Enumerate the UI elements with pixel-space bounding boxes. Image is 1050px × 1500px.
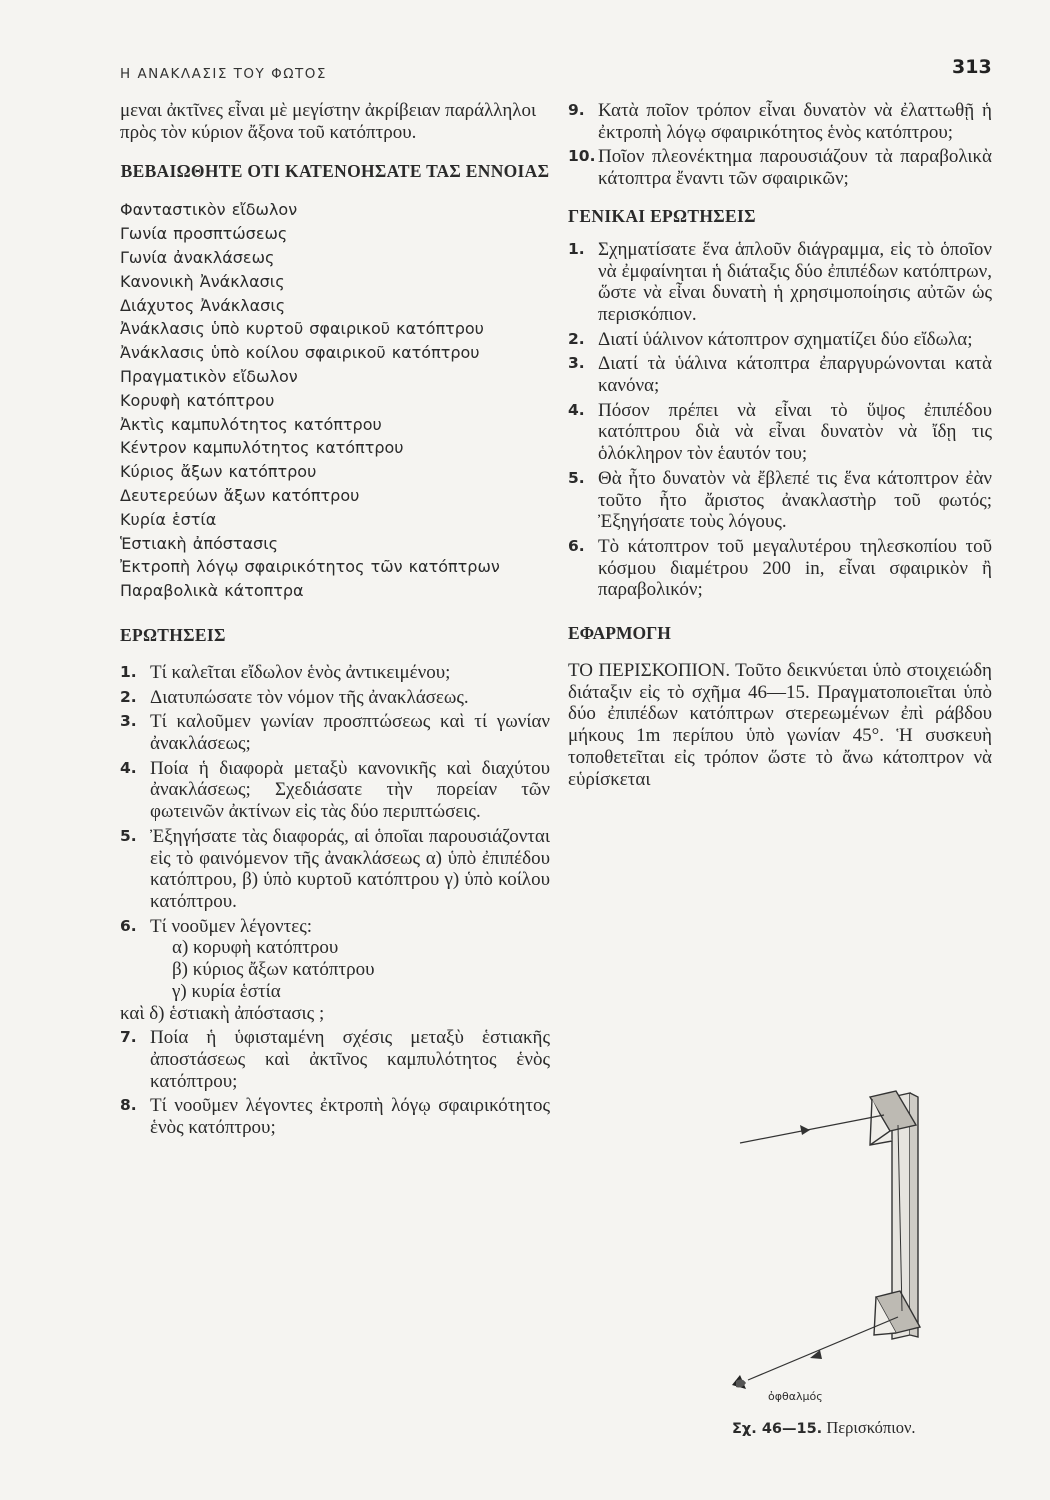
page-number: 313 bbox=[952, 56, 992, 78]
question-number: 3. bbox=[568, 354, 585, 373]
question-number: 1. bbox=[568, 239, 585, 258]
right-column bbox=[568, 100, 992, 790]
question-number: 5. bbox=[568, 468, 585, 487]
question-text: Σχηματίσατε ἕνα ἁπλοῦν διάγραμμα, εἰς τὸ ὁποῖον νὰ ἐμφαίνηται ἡ διάταξις δύο ἐπιπέδων κατόπτρων, ὥστε νὰ εἶναι δυνατὴ ἡ χρησιμοποίησις αὐτῶν ὡς περισκόπιον. bbox=[598, 238, 992, 325]
question-number: 1. bbox=[120, 662, 137, 681]
concept-item: Ἀνάκλασις ὑπὸ κοίλου σφαιρικοῦ κατόπτρου bbox=[120, 343, 480, 363]
periscope-figure bbox=[720, 1085, 950, 1430]
intro-paragraph: μεναι ἀκτῖνες εἶναι μὲ μεγίστην ἀκρίβειαν παράλληλοι πρὸς τὸν κύριον ἄξονα τοῦ κατόπτρου. bbox=[120, 100, 537, 143]
concepts-list bbox=[120, 198, 550, 603]
question-text: Ποία ἡ διαφορὰ μεταξὺ κανονικῆς καὶ διαχύτου ἀνακλάσεως; Σχεδιάσατε τὴν πορείαν τῶν φωτεινῶν ἀκτίνων εἰς τὰς δύο περιπτώσεις. bbox=[150, 757, 550, 823]
questions-list-continued bbox=[568, 100, 992, 190]
question-item bbox=[120, 662, 550, 684]
concept-item: Δευτερεύων ἄξων κατόπτρου bbox=[120, 485, 360, 505]
question-item bbox=[568, 329, 992, 351]
concept-item: Παραβολικὰ κάτοπτρα bbox=[120, 581, 304, 601]
question-number: 9. bbox=[568, 101, 585, 119]
general-questions-list bbox=[568, 239, 992, 601]
question-text: Τὸ κάτοπτρον τοῦ μεγαλυτέρου τηλεσκοπίου τοῦ κόσμου διαμέτρου 200 in, εἶναι σφαιρικὸν ἢ παραβολικόν; bbox=[598, 535, 992, 601]
questions-list bbox=[120, 662, 550, 1139]
question-text: Διατί τὰ ὑάλινα κάτοπτρα ἐπαργυρώνονται κατὰ κανόνα; bbox=[598, 353, 992, 397]
concept-item: Διάχυτος Ἀνάκλασις bbox=[120, 295, 286, 315]
concept-item: Ἀκτὶς καμπυλότητος κατόπτρου bbox=[120, 414, 382, 434]
question-number: 10. bbox=[568, 147, 596, 166]
left-column bbox=[120, 100, 550, 1142]
concept-item: Γωνία ἀνακλάσεως bbox=[120, 248, 275, 267]
eye-icon bbox=[732, 1375, 746, 1389]
figure-caption bbox=[732, 1418, 916, 1438]
question-text: Διατυπώσατε τὸν νόμον τῆς ἀνακλάσεως. bbox=[150, 686, 469, 708]
question-item bbox=[568, 146, 992, 189]
concept-item: Γωνία προσπτώσεως bbox=[120, 224, 288, 244]
sub-item: β) κύριος ἄξων κατόπτρου bbox=[172, 959, 375, 981]
question-text: Θὰ ἦτο δυνατὸν νὰ ἔβλεπέ τις ἕνα κάτοπτρον ἐὰν τοῦτο ἦτο ἄριστος ἀνακλαστὴρ τοῦ φωτός; Ἐξηγήσατε τοὺς λόγους. bbox=[598, 467, 992, 533]
question-number: 2. bbox=[568, 329, 585, 348]
question-number: 2. bbox=[120, 687, 137, 706]
question-item bbox=[568, 400, 992, 465]
application-heading: ΕΦΑΡΜΟΓΗ bbox=[568, 623, 671, 644]
question-number: 4. bbox=[568, 400, 585, 419]
question-number: 6. bbox=[120, 916, 137, 935]
question-text: Ἐξηγήσατε τὰς διαφοράς, αἱ ὁποῖαι παρουσιάζονται εἰς τὸ φαινόμενον τῆς ἀνακλάσεως α) ὑπὸ ἐπιπέδου κατόπτρου, β) ὑπὸ κυρτοῦ κατόπτρου γ) ὑπὸ κοίλου κατόπτρου. bbox=[150, 825, 550, 912]
question-text: Ποῖον πλεονέκτημα παρουσιάζουν τὰ παραβολικὰ κάτοπτρα ἔναντι τῶν σφαιρικῶν; bbox=[598, 146, 992, 190]
sub-item: α) κορυφὴ κατόπτρου bbox=[172, 937, 339, 959]
question-item bbox=[120, 826, 550, 913]
question-item bbox=[120, 1095, 550, 1138]
question-number: 8. bbox=[120, 1096, 137, 1115]
question-number: 3. bbox=[120, 712, 137, 731]
question-text: Διατί ὑάλινον κάτοπτρον σχηματίζει δύο εἴδωλα; bbox=[598, 328, 973, 350]
question-item bbox=[120, 1027, 550, 1092]
application-paragraph: ΤΟ ΠΕΡΙΣΚΟΠΙΟΝ. Τοῦτο δεικνύεται ὑπὸ στοιχειώδη διάταξιν εἰς τὸ σχῆμα 46—15. Πραγματοποιεῖται ὑπὸ δύο ἐπιπέδων κατόπτρων στερεωμένων ἐπὶ ράβδου μήκους 1m περίπου ὑπὸ γωνίαν 45°. Ἡ συσκευὴ τοποθετεῖται εἰς τρόπον ὥστε τὸ ἄνω κάτοπτρον νὰ εὑρίσκεται bbox=[568, 660, 992, 790]
concept-item: Κορυφὴ κατόπτρου bbox=[120, 390, 275, 410]
figure-caption-text: Περισκόπιον. bbox=[826, 1418, 916, 1437]
concept-item: Κέντρον καμπυλότητος κατόπτρου bbox=[120, 438, 404, 458]
question-item bbox=[120, 916, 550, 1025]
concept-item: Ἑστιακὴ ἀπόστασις bbox=[120, 533, 278, 553]
question-text: Τί καλεῖται εἴδωλον ἑνὸς ἀντικειμένου; bbox=[150, 661, 451, 683]
concept-item: Ἀνάκλασις ὑπὸ κυρτοῦ σφαιρικοῦ κατόπτρου bbox=[120, 319, 484, 339]
question-item bbox=[568, 353, 992, 396]
concept-item: Κανονικὴ Ἀνάκλασις bbox=[120, 271, 285, 291]
question-number: 4. bbox=[120, 758, 137, 777]
sub-item: γ) κυρία ἑστία bbox=[172, 980, 281, 1002]
question-item bbox=[568, 536, 992, 601]
question-item bbox=[120, 758, 550, 823]
question-text: Πόσον πρέπει νὰ εἶναι τὸ ὕψος ἐπιπέδου κατόπτρου διὰ νὰ εἶναι δυνατὸν νὰ ἴδῃ τις ὁλόκληρον τὸν ἑαυτόν του; bbox=[598, 399, 992, 465]
questions-heading: ΕΡΩΤΗΣΕΙΣ bbox=[120, 624, 226, 645]
figure-caption-number: Σχ. 46—15. bbox=[732, 1421, 823, 1437]
concept-item: Κύριος ἄξων κατόπτρου bbox=[120, 462, 317, 482]
concept-item: Φανταστικὸν εἴδωλον bbox=[120, 200, 298, 220]
question-text: Κατὰ ποῖον τρόπον εἶναι δυνατὸν νὰ ἐλαττωθῇ ἡ ἐκτροπὴ λόγῳ σφαιρικότητος ἑνὸς κατόπτρου; bbox=[598, 100, 992, 143]
question-text: Τί καλοῦμεν γωνίαν προσπτώσεως καὶ τί γωνίαν ἀνακλάσεως; bbox=[150, 711, 550, 755]
question-text: Τί νοοῦμεν λέγοντες: bbox=[150, 915, 313, 937]
question-number: 6. bbox=[568, 536, 585, 555]
question-item bbox=[568, 468, 992, 533]
question-text: Ποία ἡ ὑφισταμένη σχέσις μεταξὺ ἑστιακῆς ἀποστάσεως καὶ ἀκτῖνος καμπυλότητος ἑνὸς κατόπτρου; bbox=[150, 1027, 550, 1092]
question-item bbox=[568, 239, 992, 326]
question-item bbox=[120, 687, 550, 709]
general-questions-heading: ΓΕΝΙΚΑΙ ΕΡΩΤΗΣΕΙΣ bbox=[568, 205, 756, 226]
concept-item: Πραγματικὸν εἴδωλον bbox=[120, 366, 298, 386]
concepts-heading: ΒΕΒΑΙΩΘΗΤΕ ΟΤΙ ΚΑΤΕΝΟΗΣΑΤΕ ΤΑΣ ΕΝΝΟΙΑΣ bbox=[120, 161, 550, 182]
concept-item: Ἐκτροπὴ λόγῳ σφαιρικότητος τῶν κατόπτρων bbox=[120, 557, 500, 577]
sub-item: καὶ δ) ἑστιακὴ ἀπόστασις ; bbox=[120, 1002, 325, 1024]
concept-item: Κυρία ἑστία bbox=[120, 509, 217, 529]
question-number: 7. bbox=[120, 1028, 137, 1047]
question-text: Τί νοοῦμεν λέγοντες ἐκτροπὴ λόγῳ σφαιρικότητος ἑνὸς κατόπτρου; bbox=[150, 1095, 550, 1139]
question-item bbox=[120, 711, 550, 754]
question-item bbox=[568, 100, 992, 143]
running-title: Η ΑΝΑΚΛΑΣΙΣ ΤΟΥ ΦΩΤΟΣ bbox=[120, 66, 327, 82]
question-number: 5. bbox=[120, 826, 137, 845]
figure-eye-label: ὀφθαλμός bbox=[768, 1390, 823, 1403]
